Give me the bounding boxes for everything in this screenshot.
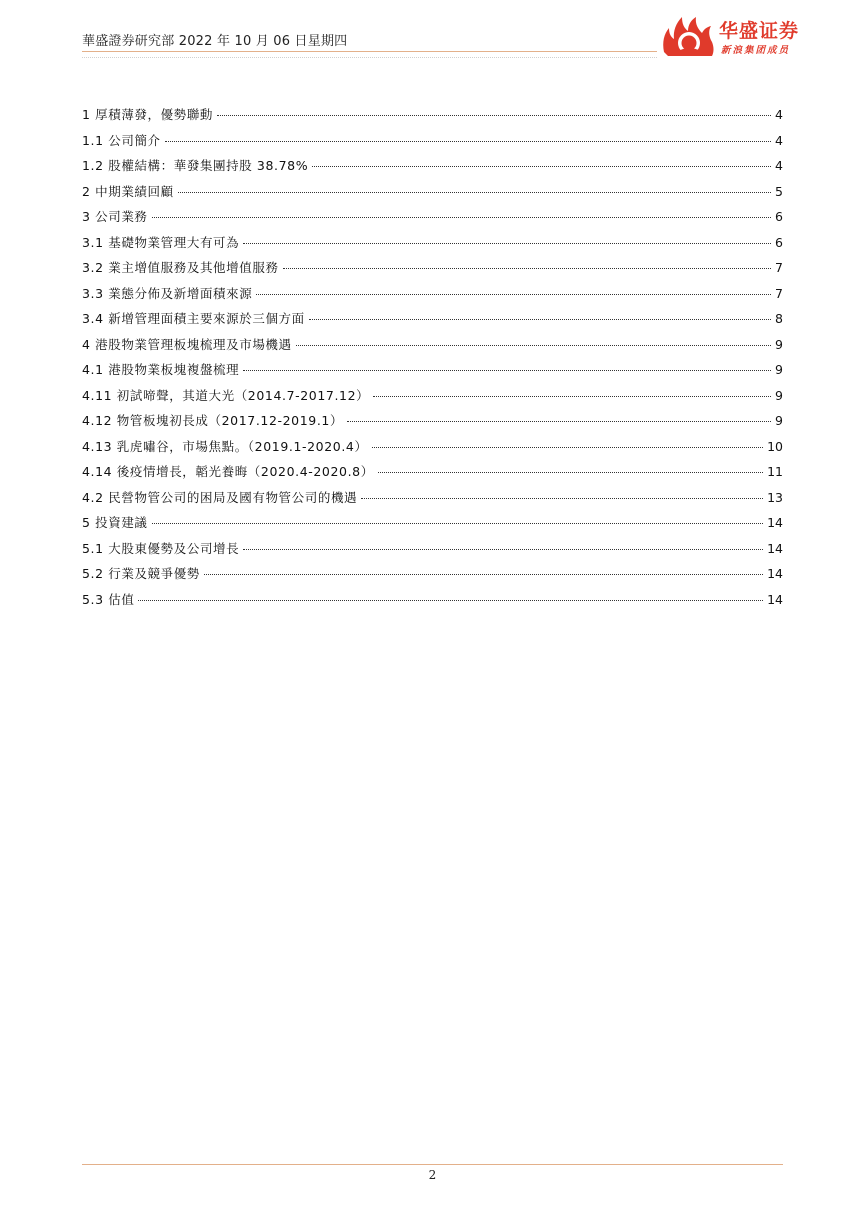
toc-entry[interactable] — [82, 182, 783, 208]
toc-entry[interactable] — [82, 488, 783, 514]
flame-sun-logo-icon — [660, 12, 718, 58]
toc-entry[interactable] — [82, 437, 783, 463]
toc-entry[interactable] — [82, 360, 783, 386]
toc-entry-label: 1.1 公司簡介 — [82, 132, 161, 148]
toc-entry-page-number: 6 — [775, 209, 783, 224]
toc-entry-page-number: 5 — [775, 183, 783, 199]
toc-dot-leader — [152, 523, 764, 524]
toc-entry-label: 4.14 後疫情增長，韜光養晦（2020.4-2020.8） — [82, 464, 374, 479]
footer-divider — [82, 1164, 783, 1165]
toc-entry-page-number: 4 — [775, 158, 783, 173]
toc-entry-label: 4.1 港股物業板塊複盤梳理 — [82, 362, 240, 377]
toc-entry-label: 5.3 估值 — [82, 591, 135, 607]
toc-entry-label: 4.12 物管板塊初長成（2017.12-2019.1） — [82, 413, 344, 428]
toc-entry[interactable] — [82, 411, 783, 437]
toc-entry-label: 2 中期業績回顧 — [82, 183, 174, 199]
toc-entry-label: 4.13 乳虎嘯谷，市場焦點。（2019.1-2020.4） — [82, 438, 368, 454]
toc-dot-leader — [243, 549, 763, 550]
toc-dot-leader — [312, 166, 771, 167]
header-divider — [82, 51, 657, 52]
toc-entry[interactable] — [82, 156, 783, 182]
toc-entry[interactable] — [82, 233, 783, 259]
toc-entry-page-number: 14 — [767, 515, 783, 530]
logo-tagline: 新浪集团成员 — [721, 45, 791, 56]
toc-entry[interactable] — [82, 462, 783, 488]
toc-dot-leader — [243, 370, 771, 371]
toc-entry-page-number: 4 — [775, 132, 783, 148]
toc-entry-page-number: 14 — [767, 591, 783, 607]
toc-dot-leader — [204, 574, 763, 575]
company-logo — [660, 12, 820, 58]
page-number: 2 — [428, 1168, 437, 1182]
toc-dot-leader — [296, 345, 771, 346]
toc-entry-page-number: 4 — [775, 107, 783, 122]
toc-entry[interactable] — [82, 386, 783, 412]
header-text: 華盛證券研究部 2022 年 10 月 06 日星期四 — [82, 34, 348, 49]
toc-entry-page-number: 9 — [775, 362, 783, 377]
toc-entry-page-number: 14 — [767, 566, 783, 581]
toc-entry-page-number: 9 — [775, 413, 783, 428]
toc-entry-page-number: 9 — [775, 387, 783, 403]
toc-entry-page-number: 11 — [767, 464, 783, 479]
toc-entry-page-number: 7 — [775, 285, 783, 301]
toc-entry[interactable] — [82, 207, 783, 233]
toc-dot-leader — [347, 421, 771, 422]
toc-entry-label: 3.1 基礎物業管理大有可為 — [82, 234, 240, 250]
toc-entry[interactable] — [82, 258, 783, 284]
toc-entry-label: 4 港股物業管理板塊梳理及市場機遇 — [82, 336, 292, 352]
toc-dot-leader — [152, 217, 772, 218]
toc-dot-leader — [138, 600, 763, 601]
toc-entry-page-number: 8 — [775, 311, 783, 326]
toc-dot-leader — [378, 472, 763, 473]
toc-entry-label: 5 投資建議 — [82, 515, 148, 530]
toc-entry-label: 3.2 業主增值服務及其他增值服務 — [82, 260, 279, 275]
toc-dot-leader — [178, 192, 771, 193]
toc-dot-leader — [256, 294, 771, 295]
toc-entry-label: 3.4 新增管理面積主要來源於三個方面 — [82, 311, 305, 326]
toc-entry-page-number: 10 — [767, 438, 783, 454]
header-dotted-divider — [82, 57, 657, 58]
toc-entry[interactable] — [82, 309, 783, 335]
toc-entry-page-number: 13 — [767, 489, 783, 505]
toc-entry[interactable] — [82, 284, 783, 310]
toc-entry-label: 4.11 初試啼聲，其道大光（2014.7-2017.12） — [82, 387, 370, 403]
table-of-contents — [82, 105, 783, 615]
toc-dot-leader — [309, 319, 771, 320]
toc-entry[interactable] — [82, 539, 783, 565]
toc-entry-label: 1.2 股權結構：華發集團持股 38.78% — [82, 158, 309, 173]
toc-entry-label: 3 公司業務 — [82, 209, 148, 224]
toc-dot-leader — [283, 268, 771, 269]
toc-dot-leader — [217, 115, 771, 116]
toc-entry-label: 5.1 大股東優勢及公司增長 — [82, 540, 240, 556]
toc-dot-leader — [243, 243, 771, 244]
toc-dot-leader — [165, 141, 771, 142]
toc-entry-label: 4.2 民營物管公司的困局及國有物管公司的機遇 — [82, 489, 358, 505]
toc-entry-page-number: 9 — [775, 336, 783, 352]
toc-entry-label: 1 厚積薄發，優勢聯動 — [82, 107, 214, 122]
toc-entry[interactable] — [82, 513, 783, 539]
logo-wordmark: 华盛证券 — [719, 20, 800, 42]
toc-entry-label: 5.2 行業及競爭優勢 — [82, 566, 200, 581]
toc-dot-leader — [373, 396, 771, 397]
toc-entry[interactable] — [82, 590, 783, 616]
toc-entry[interactable] — [82, 105, 783, 131]
toc-entry[interactable] — [82, 131, 783, 157]
toc-entry-label: 3.3 業態分佈及新增面積來源 — [82, 285, 253, 301]
toc-entry-page-number: 6 — [775, 234, 783, 250]
toc-entry[interactable] — [82, 564, 783, 590]
toc-entry-page-number: 7 — [775, 260, 783, 275]
toc-entry[interactable] — [82, 335, 783, 361]
toc-dot-leader — [361, 498, 763, 499]
toc-dot-leader — [372, 447, 764, 448]
toc-entry-page-number: 14 — [767, 540, 783, 556]
